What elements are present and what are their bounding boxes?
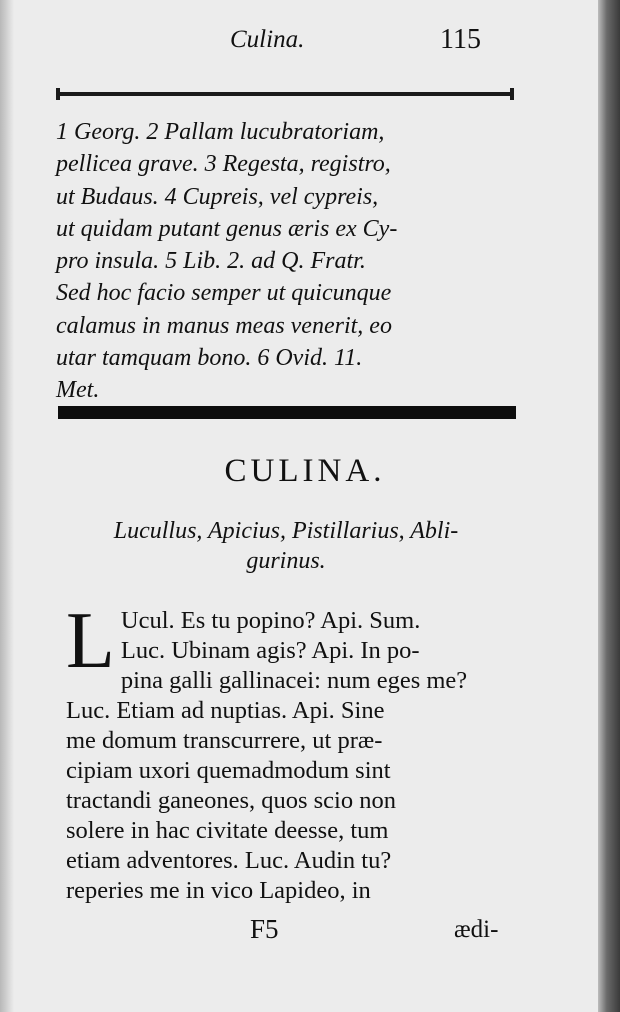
speakers-line: Lucullus, Apicius, Pistillarius, Abli- <box>113 518 459 544</box>
dialogue-body <box>66 597 516 906</box>
page-header <box>0 22 598 62</box>
note-line: calamus in manus meas venerit, eo <box>56 312 392 339</box>
signature-mark: F5 <box>250 914 279 944</box>
body-line: tractandi ganeones, quos scio non <box>66 787 396 814</box>
note-line: 1 Georg. 2 Pallam lucubratoriam, <box>56 119 385 145</box>
section-divider-rule <box>58 406 516 419</box>
drop-cap: L <box>66 597 115 685</box>
body-line: cipiam uxori quemadmodum sint <box>66 757 391 784</box>
body-line: solere in hac civitate deesse, tum <box>66 817 389 844</box>
note-line: ut quidam putant genus æris ex Cy- <box>56 215 398 242</box>
speakers-line: gurinus. <box>246 548 326 574</box>
chapter-title: CULINA. <box>224 453 386 489</box>
body-line: Ucul. Es tu popino? Api. Sum. <box>120 607 421 634</box>
body-line: etiam adventores. Luc. Audin tu? <box>66 847 392 874</box>
speakers-list <box>56 516 516 576</box>
running-head: Culina. <box>230 26 305 53</box>
body-line: Luc. Etiam ad nuptias. Api. Sine <box>66 697 385 724</box>
note-line: ut Budaus. 4 Cupreis, vel cypreis, <box>56 183 379 210</box>
catchword: ædi- <box>454 916 499 943</box>
note-line: pellicea grave. 3 Regesta, registro, <box>56 151 391 178</box>
body-line: reperies me in vico Lapideo, in <box>66 877 371 904</box>
page-edge <box>598 0 620 1012</box>
gutter-shadow <box>0 0 14 1012</box>
note-line: Sed hoc facio semper ut quicunque <box>56 280 392 307</box>
footnotes-block <box>56 116 516 407</box>
body-line: pina galli gallinacei: num eges me? <box>120 667 468 694</box>
body-line: me domum transcurrere, ut præ- <box>66 727 383 754</box>
note-line: utar tamquam bono. 6 Ovid. 11. <box>56 345 363 372</box>
page-footer <box>0 914 598 954</box>
header-rule <box>56 92 514 96</box>
body-line: Luc. Ubinam agis? Api. In po- <box>120 637 420 664</box>
page-number: 115 <box>440 24 481 55</box>
note-line: pro insula. 5 Lib. 2. ad Q. Fratr. <box>56 248 366 275</box>
note-line: Met. <box>56 377 100 404</box>
